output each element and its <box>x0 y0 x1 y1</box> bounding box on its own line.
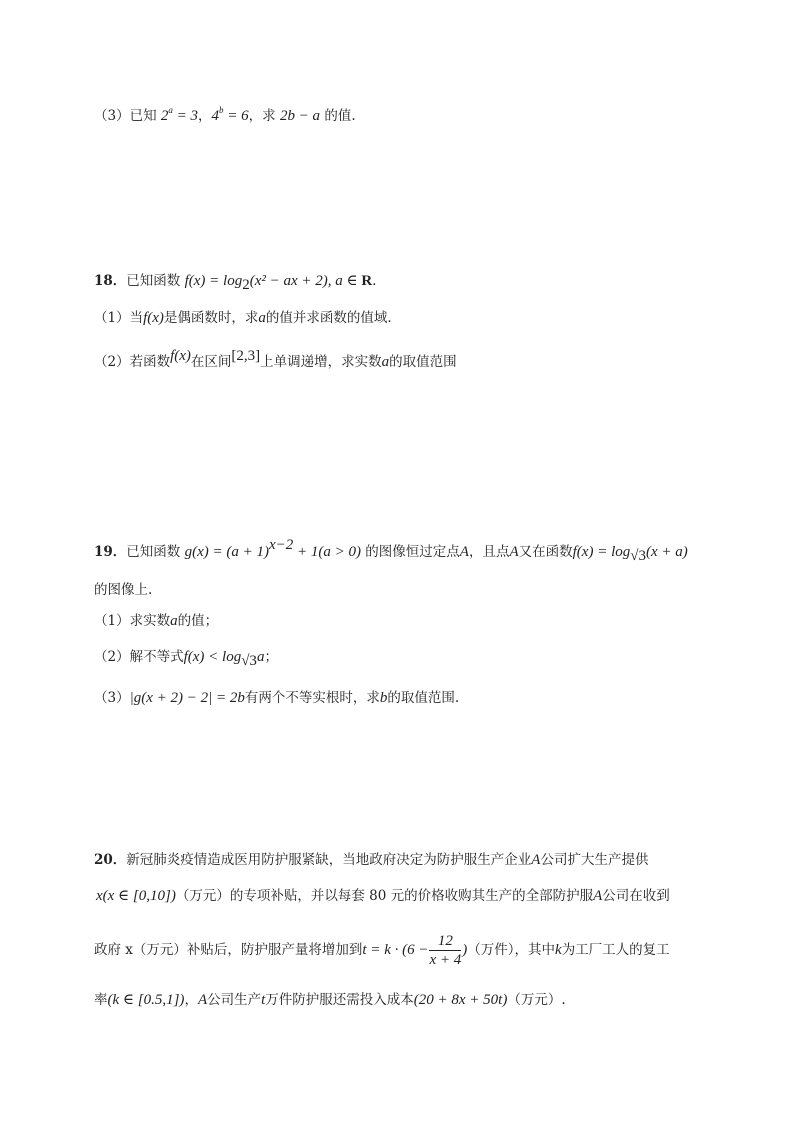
math: A <box>509 544 519 560</box>
text: 的值. <box>324 108 356 124</box>
text: 已知函数 <box>126 273 181 289</box>
math-sub: 2 <box>242 277 250 293</box>
text: 新冠肺炎疫情造成医用防护服紧缺，当地政府决定为防护服生产企业 <box>126 852 532 868</box>
text: 有两个不等实根时，求 <box>244 690 380 706</box>
math: A <box>197 992 208 1008</box>
math: f(x) < log <box>183 649 242 665</box>
math: f(x) <box>170 348 191 364</box>
math-sup: x−2 <box>268 537 294 553</box>
math: f(x) <box>143 310 164 326</box>
text: 上单调递增，求实数 <box>260 354 382 370</box>
q19-part1 <box>94 611 218 631</box>
text: 又在函数 <box>518 544 573 560</box>
text: （1）求实数 <box>94 613 171 629</box>
q20-line2 <box>96 886 670 906</box>
math: a <box>381 354 390 370</box>
math: A <box>531 852 541 868</box>
math: a <box>258 310 266 326</box>
math: (k ∈ [0.5,1]) <box>107 992 185 1008</box>
text: 率 <box>94 992 108 1008</box>
math: (x) = log <box>188 273 243 289</box>
text: 是偶函数时，求 <box>163 310 259 326</box>
math: f(x) = log <box>572 544 631 560</box>
math: 2b − a <box>279 108 321 124</box>
math-sub: √3 <box>630 548 646 564</box>
math: R <box>361 273 373 289</box>
math: x(x ∈ [0,10]) <box>96 888 176 904</box>
text: 的取值范围 <box>389 354 457 370</box>
text: （1）当 <box>94 310 144 326</box>
q18-part1 <box>94 308 401 328</box>
q20-line1 <box>94 850 648 870</box>
math: t = k · (6 − <box>362 942 429 958</box>
q20-line3 <box>94 928 670 972</box>
math: a <box>170 613 178 629</box>
text: 在区间 <box>190 354 232 370</box>
math: ) <box>462 942 468 958</box>
math: t <box>261 992 266 1008</box>
math: (x² − ax + 2), a ∈ <box>249 273 362 289</box>
text: 的值并求函数的值域． <box>265 310 401 326</box>
text: （万件），其中 <box>467 942 556 958</box>
text: ， <box>198 108 212 124</box>
math-sup: a <box>168 105 173 115</box>
text: 万件防护服还需投入成本 <box>265 992 414 1008</box>
text: 的图像恒过定点 <box>365 544 460 560</box>
math: 4 <box>211 108 220 124</box>
math: g(x) = (a + 1) <box>184 544 269 560</box>
q17-part3 <box>94 106 356 126</box>
question-number: 19． <box>94 544 127 560</box>
text: （2）若函数 <box>94 354 171 370</box>
text: 已知函数 <box>126 544 181 560</box>
math: = 6 <box>223 108 249 124</box>
text: （2）解不等式 <box>94 649 184 665</box>
math: A <box>459 544 469 560</box>
question-number: 18． <box>94 273 127 289</box>
math: [2,3] <box>231 348 261 364</box>
math: |g(x + 2) − 2| = 2b <box>129 690 245 706</box>
math: k <box>555 942 562 958</box>
math: b <box>379 690 388 706</box>
text: ，且点 <box>468 544 510 560</box>
q20-line4 <box>94 990 566 1010</box>
q19-stem <box>94 537 688 564</box>
math: (x + a) <box>645 544 688 560</box>
text: （万元）. <box>507 992 566 1008</box>
text: ， <box>184 992 198 1008</box>
text: ； <box>264 649 278 665</box>
text: （3） <box>94 690 130 706</box>
text: ． <box>372 273 386 289</box>
text: 公司扩大生产提供 <box>540 852 649 868</box>
math-sup: b <box>219 105 224 115</box>
text: 为工厂工人的复工 <box>561 942 670 958</box>
text: 的图像上. <box>94 582 153 598</box>
math: 2 <box>160 108 169 124</box>
q19-part2 <box>94 647 278 667</box>
math-sub: √3 <box>241 653 257 669</box>
fraction <box>429 932 461 969</box>
q19-stem-line2 <box>94 580 152 600</box>
text: （万元）的专项补贴，并以每套 80 元的价格收购其生产的全部防护服 <box>175 888 594 904</box>
fraction-numerator: 12 <box>429 932 461 951</box>
math-expr <box>160 105 199 124</box>
math-expr <box>211 105 249 124</box>
text: 公司生产 <box>207 992 262 1008</box>
q18-part2 <box>94 346 457 372</box>
math: f <box>184 273 189 289</box>
text: 政府 x（万元）补贴后，防护服产量将增加到 <box>94 942 363 958</box>
fraction-denominator: x + 4 <box>429 952 462 968</box>
text: ，求 <box>248 108 276 124</box>
q18-stem <box>94 271 386 291</box>
text: 公司在收到 <box>602 888 670 904</box>
math: a <box>256 649 265 665</box>
text: 的值； <box>177 613 219 629</box>
text: 已知 <box>129 108 157 124</box>
math: (20 + 8x + 50t) <box>413 992 508 1008</box>
q19-part3 <box>94 688 459 708</box>
math: = 3 <box>172 108 199 124</box>
question-number: 20． <box>94 852 127 868</box>
part-number: （3） <box>94 108 130 124</box>
math: A <box>593 888 603 904</box>
math: + 1(a > 0) <box>293 544 361 560</box>
text: 的取值范围. <box>387 690 460 706</box>
